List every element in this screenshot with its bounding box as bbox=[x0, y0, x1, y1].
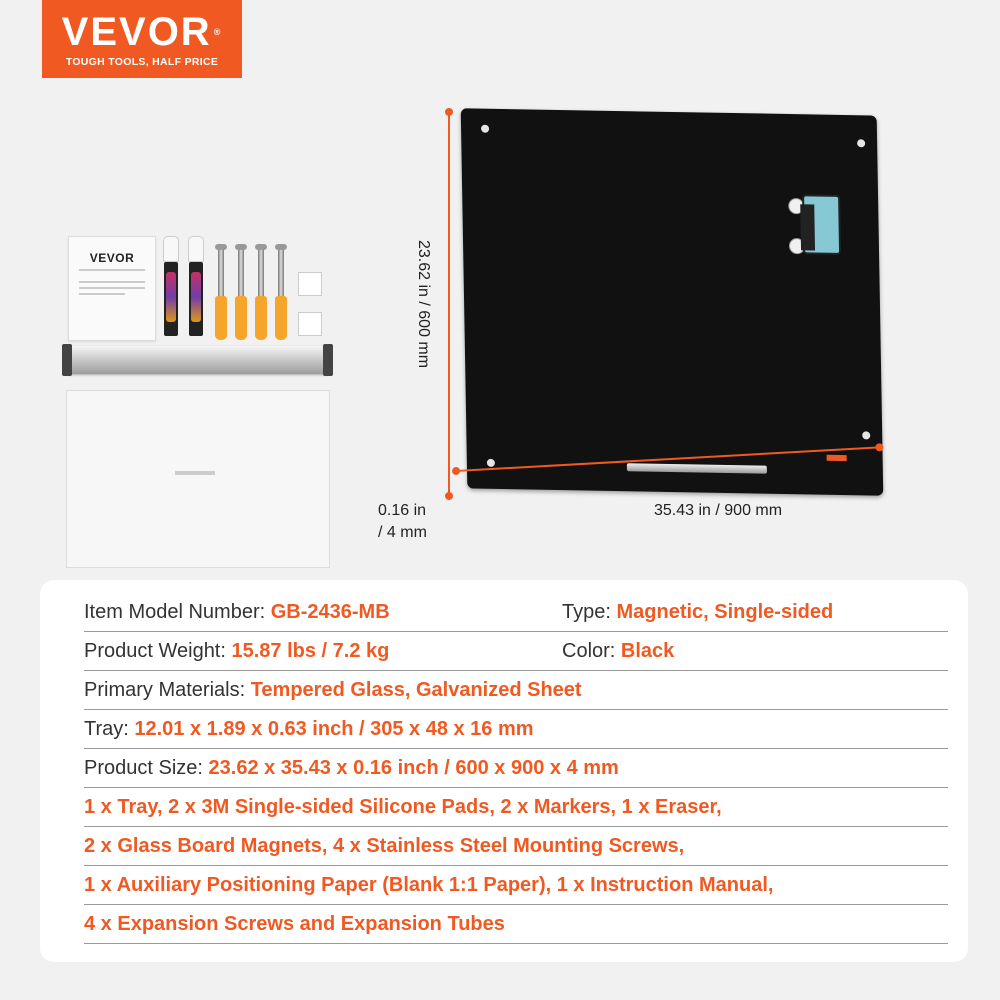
spec-materials-label: Primary Materials: bbox=[84, 679, 251, 701]
package-line bbox=[84, 865, 948, 905]
logo-registered-mark: ® bbox=[213, 27, 223, 37]
marker-icon bbox=[188, 236, 204, 340]
mount-hole-icon bbox=[487, 459, 495, 467]
eraser-icon bbox=[802, 194, 841, 255]
spec-row-tray bbox=[84, 709, 948, 749]
silicone-pad-icon bbox=[298, 312, 322, 336]
board-label bbox=[827, 455, 847, 461]
package-line-text: 2 x Glass Board Magnets, 4 x Stainless Steel Mounting Screws, bbox=[84, 835, 685, 857]
silicone-pad-icon bbox=[298, 272, 322, 296]
tray-image bbox=[64, 346, 331, 374]
package-line-text: 1 x Tray, 2 x 3M Single-sided Silicone Pads, 2 x Markers, 1 x Eraser, bbox=[84, 796, 722, 818]
board-tray bbox=[627, 463, 767, 473]
height-dimension-line bbox=[448, 112, 450, 496]
expansion-tube-icon bbox=[275, 296, 287, 340]
spec-weight-value: 15.87 lbs / 7.2 kg bbox=[231, 640, 390, 662]
mount-hole-icon bbox=[481, 125, 489, 133]
spec-color-value: Black bbox=[620, 640, 675, 662]
spec-row-weight-color bbox=[84, 631, 948, 671]
spec-model-label: Item Model Number: bbox=[84, 601, 271, 623]
spec-materials-value: Tempered Glass, Galvanized Sheet bbox=[250, 679, 582, 701]
thickness-dimension-label-2: / 4 mm bbox=[378, 524, 427, 541]
mount-hole-icon bbox=[857, 139, 865, 147]
expansion-tube-icon bbox=[255, 296, 267, 340]
vevor-logo bbox=[42, 0, 242, 78]
thickness-dimension-label-1: 0.16 in bbox=[378, 502, 427, 519]
expansion-tube-icon bbox=[215, 296, 227, 340]
spec-tray-value: 12.01 x 1.89 x 0.63 inch / 305 x 48 x 16 mm bbox=[134, 718, 534, 740]
spec-type-label: Type: bbox=[562, 601, 617, 623]
package-line bbox=[84, 904, 948, 944]
height-dimension-label: 23.62 in / 600 mm bbox=[415, 240, 432, 369]
package-line-text: 4 x Expansion Screws and Expansion Tubes bbox=[84, 913, 505, 935]
width-dimension-label: 35.43 in / 900 mm bbox=[654, 502, 783, 519]
spec-size-label: Product Size: bbox=[84, 757, 209, 779]
package-line bbox=[84, 787, 948, 827]
spec-weight-label: Product Weight: bbox=[84, 640, 232, 662]
positioning-paper-image bbox=[66, 390, 330, 568]
package-line bbox=[84, 826, 948, 866]
expansion-tube-icon bbox=[235, 296, 247, 340]
instruction-manual-image bbox=[68, 236, 156, 341]
manual-brand: VEVOR bbox=[89, 251, 135, 265]
glass-board bbox=[461, 108, 884, 495]
mount-hole-icon bbox=[862, 431, 870, 439]
spec-row-size bbox=[84, 748, 948, 788]
spec-color-label: Color: bbox=[562, 640, 621, 662]
logo-brand: VEVOR bbox=[61, 10, 212, 54]
spec-tray-label: Tray: bbox=[84, 718, 135, 740]
logo-tagline: TOUGH TOOLS, HALF PRICE bbox=[65, 56, 219, 68]
spec-type-value: Magnetic, Single-sided bbox=[616, 601, 834, 623]
marker-icon bbox=[163, 236, 179, 340]
spec-model-value: GB-2436-MB bbox=[270, 601, 390, 623]
package-line-text: 1 x Auxiliary Positioning Paper (Blank 1:1 Paper), 1 x Instruction Manual, bbox=[84, 874, 774, 896]
spec-row-materials bbox=[84, 670, 948, 710]
spec-size-value: 23.62 x 35.43 x 0.16 inch / 600 x 900 x 4 mm bbox=[208, 757, 619, 779]
spec-row-model-type bbox=[84, 592, 948, 632]
specs-panel bbox=[40, 580, 968, 962]
